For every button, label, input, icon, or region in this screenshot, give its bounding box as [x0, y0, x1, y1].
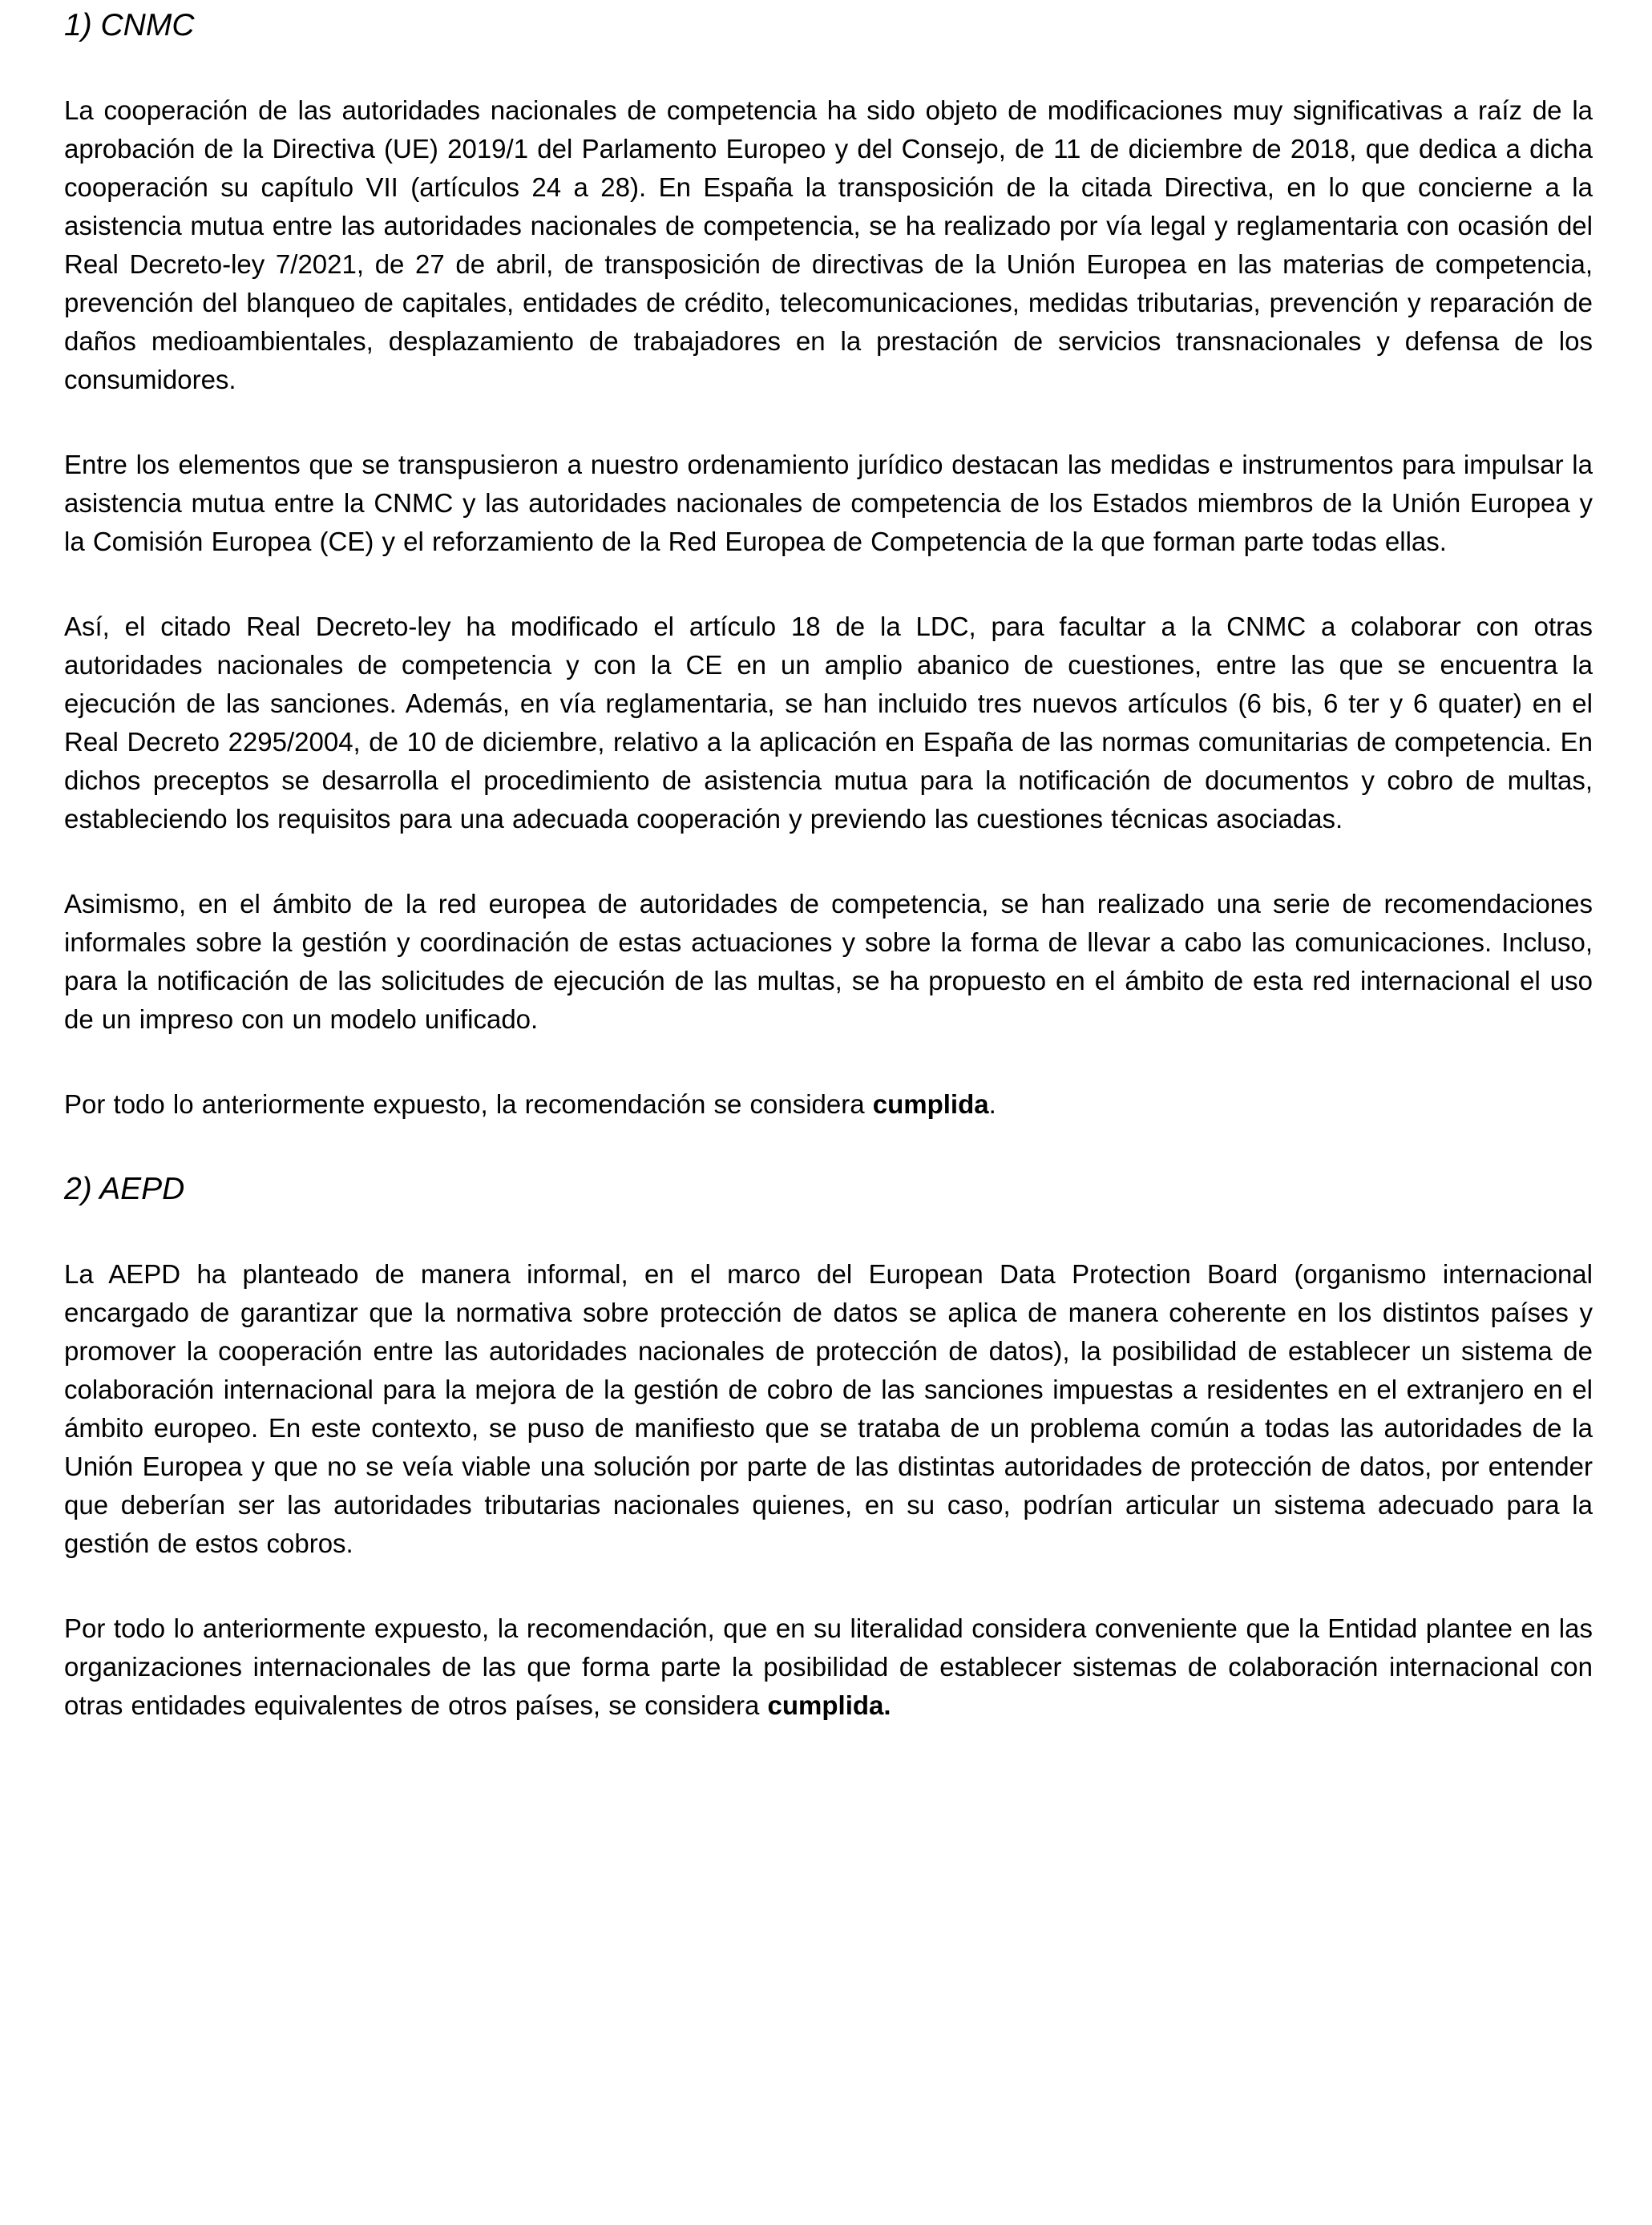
paragraph-cnmc-red-europea: Asimismo, en el ámbito de la red europea de autoridades de competencia, se han realizado una serie de recomendaciones informales sobre la gestión y coordinación de estas actuaciones y sobre la forma de llevar a cabo las comunicaciones. Incluso, para la notificación de las solicitudes de ejecución de las multas, se ha propuesto en el ámbito de esta red internacional el uso de un impreso con un modelo unificado.: [64, 889, 1593, 1034]
conclusion-text-before: Por todo lo anteriormente expuesto, la recomendación se considera: [64, 1089, 873, 1119]
conclusion-text-before: Por todo lo anteriormente expuesto, la recomendación, que en su literalidad considera conveniente que la Entidad plantee en las organizaciones internacionales de las que forma parte la posibilidad de establecer sistemas de colaboración internacional con otras entidades equivalentes de otros países, se considera: [64, 1613, 1593, 1720]
paragraph-aepd-conclusion: [64, 1609, 1593, 1725]
paragraph-cnmc-elementos-transpuestos: Entre los elementos que se transpusieron a nuestro ordenamiento jurídico destacan las medidas e instrumentos para impulsar la asistencia mutua entre la CNMC y las autoridades nacionales de competencia de los Estados miembros de la Unión Europea y la Comisión Europea (CE) y el reforzamiento de la Red Europea de Competencia de la que forman parte todas ellas.: [64, 450, 1593, 556]
section-heading-cnmc: 1) CNMC: [64, 8, 195, 42]
paragraph-aepd-edpb: La AEPD ha planteado de manera informal, en el marco del European Data Protection Board (organismo internacional encargado de garantizar que la normativa sobre protección de datos se aplica de manera coherente en los distintos países y promover la cooperación entre las autoridades nacionales de protección de datos), la posibilidad de establecer un sistema de colaboración internacional para la mejora de la gestión de cobro de las sanciones impuestas a residentes en el extranjero en el ámbito europeo. En este contexto, se puso de manifiesto que se trataba de un problema común a todas las autoridades de la Unión Europea y que no se veía viable una solución por parte de las distintas autoridades de protección de datos, por entender que deberían ser las autoridades tributarias nacionales quienes, en su caso, podrían articular un sistema adecuado para la gestión de estos cobros.: [64, 1259, 1593, 1558]
section-heading-aepd: 2) AEPD: [64, 1172, 185, 1206]
paragraph-cnmc-real-decreto-ley: Así, el citado Real Decreto-ley ha modificado el artículo 18 de la LDC, para facultar a la CNMC a colaborar con otras autoridades nacionales de competencia y con la CE en un amplio abanico de cuestiones, entre las que se encuentra la ejecución de las sanciones. Además, en vía reglamentaria, se han incluido tres nuevos artículos (6 bis, 6 ter y 6 quater) en el Real Decreto 2295/2004, de 10 de diciembre, relativo a la aplicación en España de las normas comunitarias de competencia. En dichos preceptos se desarrolla el procedimiento de asistencia mutua para la notificación de documentos y cobro de multas, estableciendo los requisitos para una adecuada cooperación y previendo las cuestiones técnicas asociadas.: [64, 612, 1593, 834]
paragraph-cnmc-conclusion: [64, 1085, 1593, 1124]
paragraph-cnmc-cooperacion: La cooperación de las autoridades nacionales de competencia ha sido objeto de modificaciones muy significativas a raíz de la aprobación de la Directiva (UE) 2019/1 del Parlamento Europeo y del Consejo, de 11 de diciembre de 2018, que dedica a dicha cooperación su capítulo VII (artículos 24 a 28). En España la transposición de la citada Directiva, en lo que concierne a la asistencia mutua entre las autoridades nacionales de competencia, se ha realizado por vía legal y reglamentaria con ocasión del Real Decreto-ley 7/2021, de 27 de abril, de transposición de directivas de la Unión Europea en las materias de competencia, prevención del blanqueo de capitales, entidades de crédito, telecomunicaciones, medidas tributarias, prevención y reparación de daños medioambientales, desplazamiento de trabajadores en la prestación de servicios transnacionales y defensa de los consumidores.: [64, 95, 1593, 394]
conclusion-text-after: .: [988, 1089, 996, 1119]
conclusion-cumplida-bold: cumplida: [872, 1089, 989, 1119]
conclusion-cumplida-bold: cumplida.: [767, 1690, 891, 1720]
